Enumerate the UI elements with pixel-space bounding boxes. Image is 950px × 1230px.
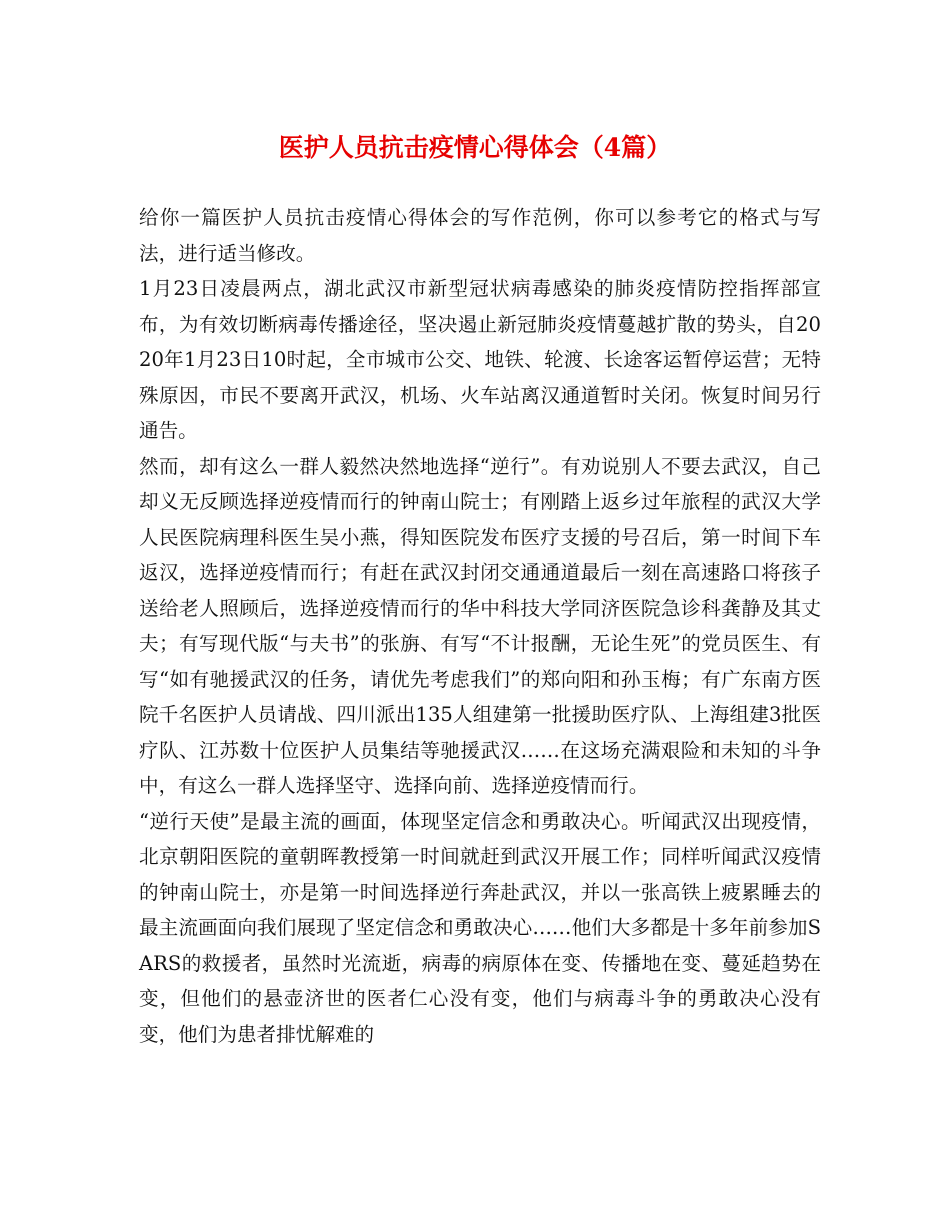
paragraph-retrograde: 然而，却有这么一群人毅然决然地选择“逆行”。有劝说别人不要去武汉，自己却义无反顾选择逆疫情而行的钟南山院士；有刚踏上返乡过年旅程的武汉大学人民医院病理科医生吴小燕，得知医院发布医疗支援的号召后，第一时间下车返汉，选择逆疫情而行；有赶在武汉封闭交通通道最后一刻在高速路口将孩子送给老人照顾后，选择逆疫情而行的华中科技大学同济医院急诊科龚静及其丈夫；有写现代版“与夫书”的张旃、有写“不计报酬，无论生死”的党员医生、有写“如有驰援武汉的任务，请优先考虑我们”的郑向阳和孙玉梅；有广东南方医院千名医护人员请战、四川派出135人组建第一批援助医疗队、上海组建3批医疗队、江苏数十位医护人员集结等驰援武汉……在这场充满艰险和未知的斗争中，有这么一群人选择坚守、选择向前、选择逆疫情而行。 (139, 454, 821, 797)
document-body (139, 200, 821, 1052)
paragraph-intro: 给你一篇医护人员抗击疫情心得体会的写作范例，你可以参考它的格式与写法，进行适当修改。 (139, 206, 821, 265)
paragraph-lockdown: 1月23日凌晨两点，湖北武汉市新型冠状病毒感染的肺炎疫情防控指挥部宣布，为有效切断病毒传播途径，坚决遏止新冠肺炎疫情蔓越扩散的势头，自2020年1月23日10时起，全市城市公交、地铁、轮渡、长途客运暂停运营；无特殊原因，市民不要离开武汉，机场、火车站离汉通道暂时关闭。恢复时间另行通告。 (139, 277, 821, 442)
paragraph-angels: “逆行天使”是最主流的画面，体现坚定信念和勇敢决心。听闻武汉出现疫情，北京朝阳医院的童朝晖教授第一时间就赶到武汉开展工作；同样听闻武汉疫情的钟南山院士，亦是第一时间选择逆行奔赴武汉，并以一张高铁上疲累睡去的最主流画面向我们展现了坚定信念和勇敢决心……他们大多都是十多年前参加SARS的救援者，虽然时光流逝，病毒的病原体在变、传播地在变、蔓延趋势在变，但他们的悬壶济世的医者仁心没有变，他们与病毒斗争的勇敢决心没有变，他们为患者排忧解难的 (139, 809, 821, 1046)
document-title: 医护人员抗击疫情心得体会（4篇） (278, 133, 672, 162)
